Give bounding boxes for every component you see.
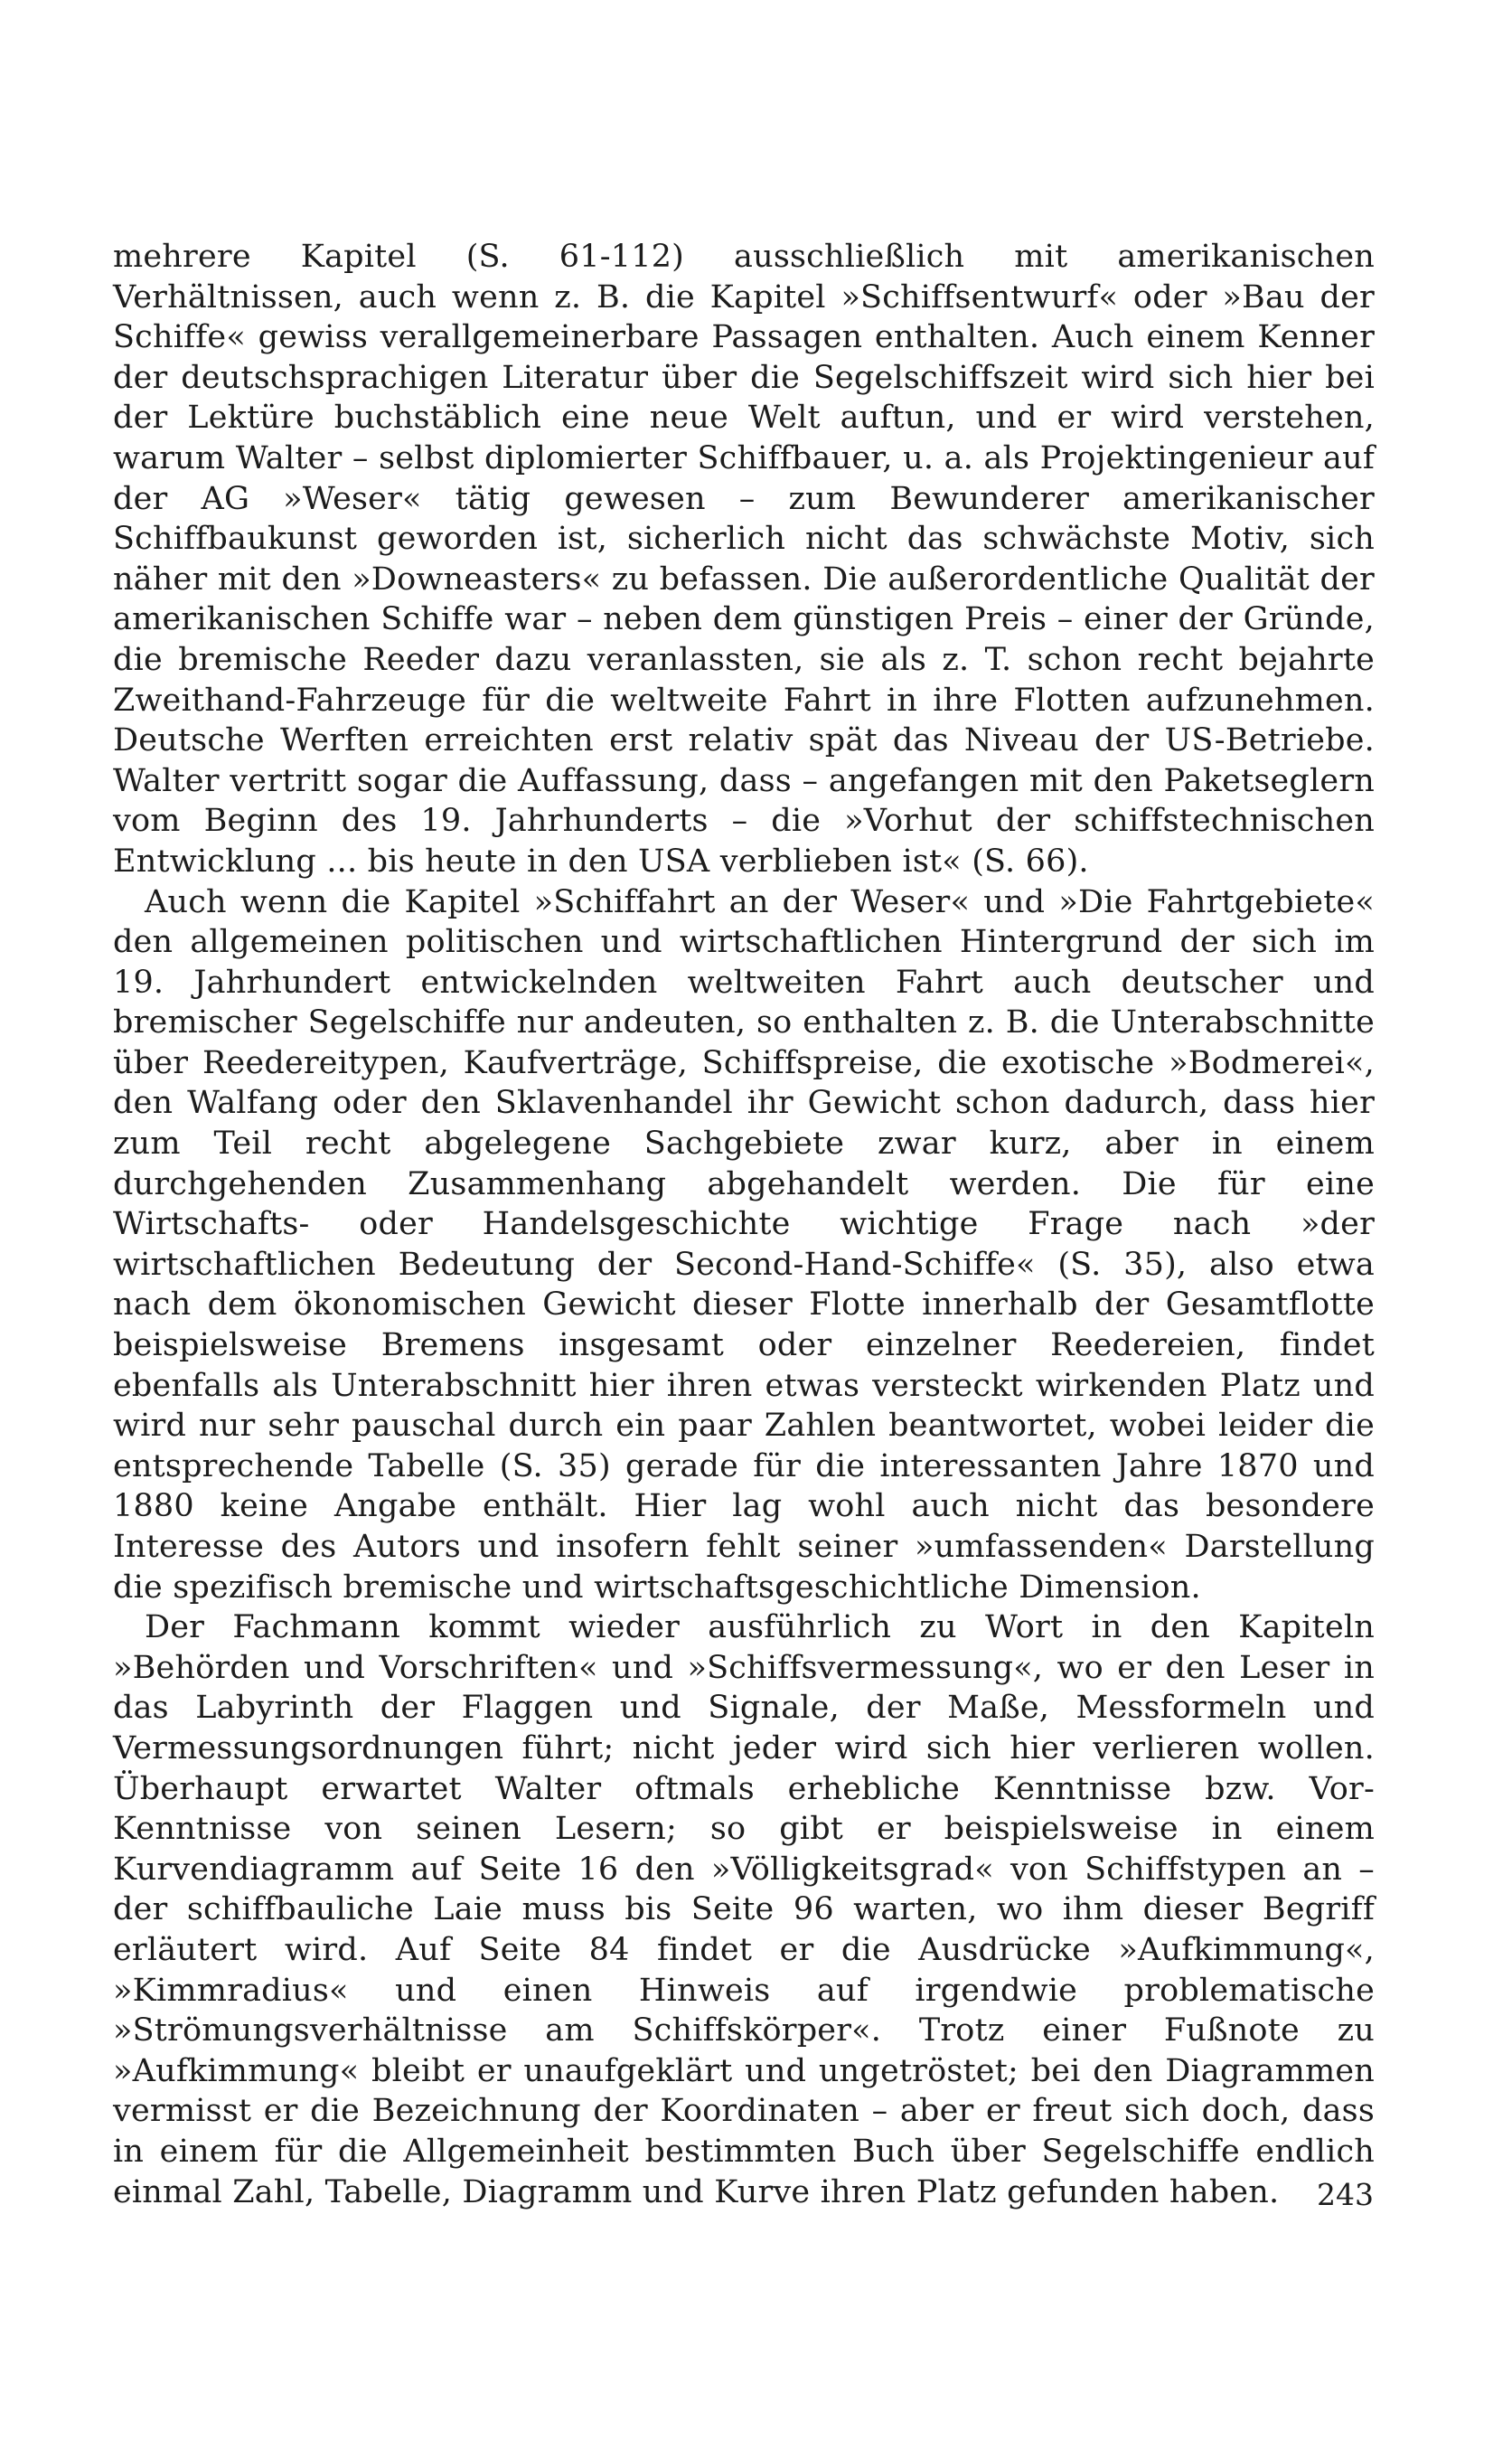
page-number: 243 [1317,2177,1374,2212]
paragraph-2: Auch wenn die Kapitel »Schiffahrt an der Weser« und »Die Fahrtgebiete« den allgemeinen politischen und wirtschaftlichen Hintergrund der sich im 19. Jahrhundert entwickelnden weltweiten Fahrt auch deutscher und bremischer Segelschiffe nur andeuten, so enthalten z. B. die Unterabschnitte über Reedereitypen, Kaufverträge, Schiffspreise, die exotische »Bodmerei«, den Walfang oder den Sklavenhandel ihr Gewicht schon dadurch, dass hier zum Teil recht abgelegene Sachgebiete zwar kurz, aber in einem durchgehenden Zusammenhang abgehandelt werden. Die für eine Wirtschafts- oder Handelsgeschichte wichtige Frage nach »der wirtschaftlichen Bedeutung der Second-Hand-Schiffe« (S. 35), also etwa nach dem ökonomischen Gewicht dieser Flotte innerhalb der Gesamtflotte beispielsweise Bremens insgesamt oder einzelner Reedereien, findet ebenfalls als Unterabschnitt hier ihren etwas versteckt wirkenden Platz und wird nur sehr pauschal durch ein paar Zahlen beantwortet, wobei leider die entsprechende Tabelle (S. 35) gerade für die interessanten Jahre 1870 und 1880 keine Angabe enthält. Hier lag wohl auch nicht das besondere Interesse des Autors und insofern fehlt seiner »umfassenden« Darstellung die spezifisch bremische und wirtschaftsgeschichtliche Dimension. [113,883,1375,1606]
body-text [113,237,1375,2212]
paragraph-3: Der Fachmann kommt wieder ausführlich zu Wort in den Kapiteln »Behörden und Vorschriften« und »Schiffsvermessung«, wo er den Leser in das Labyrinth der Flaggen und Signale, der Maße, Messformeln und Vermessungsordnungen führt; nicht jeder wird sich hier verlieren wollen. Überhaupt erwartet Walter oftmals erhebliche Kenntnisse bzw. Vor-Kenntnisse von seinen Lesern; so gibt er beispielsweise in einem Kurvendiagramm auf Seite 16 den »Völligkeitsgrad« von Schiffstypen an – der schiffbauliche Laie muss bis Seite 96 warten, wo ihm dieser Begriff erläutert wird. Auf Seite 84 findet er die Ausdrücke »Aufkimmung«, »Kimmradius« und einen Hinweis auf irgendwie problematische »Strömungsverhältnisse am Schiffskörper«. Trotz einer Fußnote zu »Aufkimmung« bleibt er unaufgeklärt und ungetröstet; bei den Diagrammen vermisst er die Bezeichnung der Koordinaten – aber er freut sich doch, dass in einem für die Allgemeinheit bestimmten Buch über Segelschiffe endlich einmal Zahl, Tabelle, Diagramm und Kurve ihren Platz gefunden haben. [113,1609,1375,2210]
paragraph-1: mehrere Kapitel (S. 61-112) ausschließlich mit amerikanischen Verhältnissen, auch wenn z. B. die Kapitel »Schiffsentwurf« oder »Bau der Schiffe« gewiss verallgemeinerbare Passagen enthalten. Auch einem Kenner der deutschsprachigen Literatur über die Segelschiffszeit wird sich hier bei der Lektüre buchstäblich eine neue Welt auftun, und er wird verstehen, warum Walter – selbst diplomierter Schiffbauer, u. a. als Projektingenieur auf der AG »Weser« tätig gewesen – zum Bewunderer amerikanischer Schiffbaukunst geworden ist, sicherlich nicht das schwächste Motiv, sich näher mit den »Downeasters« zu befassen. Die außerordentliche Qualität der amerikanischen Schiffe war – neben dem günstigen Preis – einer der Gründe, die bremische Reeder dazu veranlassten, sie als z. T. schon recht bejahrte Zweithand-Fahrzeuge für die weltweite Fahrt in ihre Flotten aufzunehmen. Deutsche Werften erreichten erst relativ spät das Niveau der US-Betriebe. Walter vertritt sogar die Auffassung, dass – angefangen mit den Paketseglern vom Beginn des 19. Jahrhunderts – die »Vorhut der schiffstechnischen Entwicklung ... bis heute in den USA verblieben ist« (S. 66). [113,239,1375,880]
